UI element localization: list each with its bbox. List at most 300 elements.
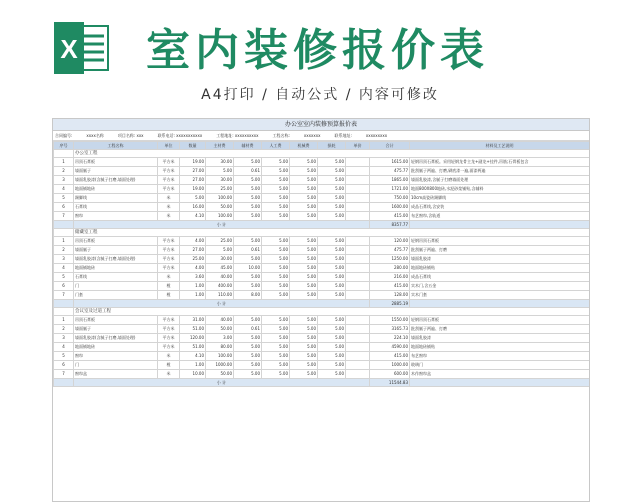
table-cell: 平方米: [158, 176, 180, 185]
table-cell: [410, 379, 590, 387]
table-cell: 平方米: [158, 246, 180, 255]
sheet-title: 办公室室内装修预算报价表: [53, 119, 589, 131]
table-cell: 3.00: [206, 334, 234, 343]
table-cell: 5.00: [262, 212, 290, 221]
banner-subtitle: A4打印 / 自动公式 / 内容可修改: [201, 87, 439, 103]
table-cell: 5.00: [290, 343, 318, 352]
table-cell: [54, 308, 74, 316]
table-cell: 5.00: [234, 361, 262, 370]
table-cell: 地面铺地砖: [74, 343, 158, 352]
subtotal-label: 小 计: [74, 379, 370, 387]
section-name: 储藏室工程: [74, 229, 590, 237]
table-cell: 墙面乳胶漆(含腻子打磨,墙面处理): [74, 255, 158, 264]
table-cell: 5.00: [234, 334, 262, 343]
table-cell: 5.00: [262, 167, 290, 176]
section-header-row: [54, 229, 590, 237]
table-cell: 樘: [158, 361, 180, 370]
table-cell: 5.00: [318, 246, 346, 255]
table-cell: 5.00: [262, 194, 290, 203]
table-cell: 平方米: [158, 325, 180, 334]
svg-text:X: X: [60, 34, 78, 64]
table-cell: 门: [74, 282, 158, 291]
table-cell: 415.00: [370, 212, 410, 221]
table-cell: 轻钢吊顶石膏板: [410, 237, 590, 246]
table-cell: 5.00: [262, 291, 290, 300]
table-cell: 成品石膏线,含安装: [410, 203, 590, 212]
table-cell: 6: [54, 361, 74, 370]
table-row: [54, 176, 590, 185]
table-cell: 30.00: [206, 158, 234, 167]
table-cell: 5.00: [318, 334, 346, 343]
table-cell: 10cm高瓷砖踢脚线: [410, 194, 590, 203]
table-row: [54, 264, 590, 273]
table-cell: 5.00: [318, 167, 346, 176]
info-field: xxxxxxx: [303, 133, 321, 138]
table-cell: 布艺窗帘: [410, 352, 590, 361]
table-cell: 石膏线: [74, 273, 158, 282]
table-row: [54, 255, 590, 264]
banner-title: 室内装修报价表: [146, 25, 489, 76]
table-cell: [346, 291, 370, 300]
table-cell: 平方米: [158, 158, 180, 167]
table-cell: 5.00: [262, 343, 290, 352]
table-cell: 5: [54, 352, 74, 361]
table-cell: 批刮腻子两遍、打磨: [410, 325, 590, 334]
table-cell: 475.77: [370, 246, 410, 255]
table-cell: 5.00: [290, 237, 318, 246]
table-cell: 128.00: [370, 291, 410, 300]
table-cell: 8.00: [234, 291, 262, 300]
excel-icon: [52, 22, 110, 74]
table-cell: 樘: [158, 291, 180, 300]
table-cell: 2: [54, 246, 74, 255]
section-name: 办公室工程: [74, 150, 590, 158]
table-cell: 5.00: [262, 282, 290, 291]
table-cell: 51.00: [180, 343, 206, 352]
table-cell: [346, 316, 370, 325]
table-cell: 5.00: [262, 158, 290, 167]
table-cell: 窗帘: [74, 352, 158, 361]
table-cell: [410, 300, 590, 308]
table-cell: [346, 361, 370, 370]
table-cell: 5.00: [234, 352, 262, 361]
table-cell: 5.00: [234, 158, 262, 167]
table-cell: 批刮腻子两遍、打磨,刷底漆一遍,面漆两遍: [410, 167, 590, 176]
table-cell: 1250.00: [370, 255, 410, 264]
info-field: 联系地址:: [334, 133, 352, 138]
table-cell: 地面铺地砖: [74, 185, 158, 194]
table-cell: 地面地砖铺贴: [410, 264, 590, 273]
table-cell: 120.00: [180, 334, 206, 343]
table-cell: 米: [158, 194, 180, 203]
table-cell: 5: [54, 194, 74, 203]
table-cell: 米: [158, 370, 180, 379]
table-cell: 4.10: [180, 212, 206, 221]
table-row: [54, 212, 590, 221]
info-field: 联系电话: xxxxxxxxxxx: [157, 133, 203, 138]
table-cell: 1000.00: [206, 361, 234, 370]
table-cell: 踢脚线: [74, 194, 158, 203]
table-cell: 窗帘: [74, 212, 158, 221]
table-cell: 2: [54, 325, 74, 334]
table-cell: 5.00: [290, 334, 318, 343]
table-cell: 19.00: [180, 158, 206, 167]
table-cell: 750.00: [370, 194, 410, 203]
table-cell: 5: [54, 273, 74, 282]
column-header: 合计: [370, 142, 410, 150]
table-cell: 5.00: [262, 264, 290, 273]
table-cell: 5.00: [318, 255, 346, 264]
table-cell: 3165.73: [370, 325, 410, 334]
table-cell: 19.00: [180, 185, 206, 194]
column-header: 材料及工艺说明: [410, 142, 590, 150]
table-cell: 5.00: [290, 316, 318, 325]
table-cell: 5.00: [234, 212, 262, 221]
table-cell: [346, 176, 370, 185]
table-row: [54, 352, 590, 361]
table-cell: 5.00: [318, 316, 346, 325]
table-cell: 墙面腻子: [74, 167, 158, 176]
table-cell: 5.00: [290, 176, 318, 185]
table-cell: 5.00: [206, 246, 234, 255]
table-cell: [346, 325, 370, 334]
table-cell: [54, 379, 74, 387]
table-cell: 布艺窗帘,含轨道: [410, 212, 590, 221]
table-cell: 1600.00: [370, 203, 410, 212]
table-cell: 280.00: [370, 264, 410, 273]
table-row: [54, 237, 590, 246]
header-row: [54, 142, 590, 150]
table-row: [54, 203, 590, 212]
table-cell: 6: [54, 282, 74, 291]
table-cell: [346, 273, 370, 282]
section-name: 会议室及过道工程: [74, 308, 590, 316]
table-cell: 25.00: [206, 237, 234, 246]
table-cell: 100.00: [206, 352, 234, 361]
table-cell: 415.00: [370, 352, 410, 361]
table-cell: 实木门套: [410, 291, 590, 300]
table-row: [54, 334, 590, 343]
table-cell: 5.00: [290, 158, 318, 167]
table-cell: 5.00: [290, 352, 318, 361]
table-cell: 5.00: [234, 194, 262, 203]
table-cell: 1550.00: [370, 316, 410, 325]
table-cell: 1: [54, 158, 74, 167]
column-header: 主材费: [206, 142, 234, 150]
table-cell: 平方米: [158, 167, 180, 176]
table-cell: 5.00: [234, 282, 262, 291]
table-cell: 5.00: [290, 212, 318, 221]
table-cell: 7: [54, 212, 74, 221]
table-cell: 4590.00: [370, 343, 410, 352]
table-cell: [346, 212, 370, 221]
column-header: 辅材费: [234, 142, 262, 150]
table-cell: 墙面腻子: [74, 325, 158, 334]
column-header: 单位: [158, 142, 180, 150]
table-cell: 216.00: [370, 273, 410, 282]
table-cell: 5.00: [234, 316, 262, 325]
table-cell: 墙面乳胶漆: [410, 334, 590, 343]
table-cell: 0.61: [234, 246, 262, 255]
table-cell: 米: [158, 203, 180, 212]
column-header: 序号: [54, 142, 74, 150]
table-cell: 1: [54, 316, 74, 325]
table-cell: 轻钢吊顶石膏板: [410, 316, 590, 325]
table-cell: 2: [54, 167, 74, 176]
table-cell: 25.00: [180, 255, 206, 264]
table-cell: 7: [54, 370, 74, 379]
table-cell: [346, 334, 370, 343]
table-cell: 5.00: [290, 282, 318, 291]
table-cell: 5.00: [234, 237, 262, 246]
table-cell: 4.00: [180, 264, 206, 273]
table-cell: 475.77: [370, 167, 410, 176]
table-cell: 50.00: [206, 325, 234, 334]
table-cell: 1: [54, 237, 74, 246]
column-header: 人工费: [262, 142, 290, 150]
table-cell: 1.00: [180, 291, 206, 300]
table-cell: [54, 229, 74, 237]
table-cell: 墙面乳胶漆(含腻子打磨,墙面处理): [74, 176, 158, 185]
table-cell: 门套: [74, 291, 158, 300]
table-cell: 平方米: [158, 343, 180, 352]
table-cell: 地面800X800地砖,水泥砂浆铺贴,含辅料: [410, 185, 590, 194]
subtotal-value: 2885.19: [370, 300, 410, 308]
table-cell: 224.10: [370, 334, 410, 343]
table-cell: 实木门,含五金: [410, 282, 590, 291]
table-cell: 5.00: [206, 167, 234, 176]
table-cell: 5.00: [318, 194, 346, 203]
table-cell: 100.00: [206, 194, 234, 203]
table-cell: 5.00: [234, 255, 262, 264]
table-cell: 5.00: [262, 352, 290, 361]
table-cell: [346, 370, 370, 379]
table-row: [54, 325, 590, 334]
table-cell: 吊顶石膏板: [74, 316, 158, 325]
table-cell: [346, 167, 370, 176]
table-cell: 玻璃门: [410, 361, 590, 370]
table-cell: 5.00: [318, 176, 346, 185]
table-row: [54, 167, 590, 176]
table-cell: 5.00: [290, 264, 318, 273]
table-cell: 4.00: [180, 237, 206, 246]
table-cell: 5.00: [290, 255, 318, 264]
column-header: 单价: [346, 142, 370, 150]
table-cell: 5.00: [262, 370, 290, 379]
table-cell: 45.00: [206, 264, 234, 273]
table-cell: 10.00: [180, 370, 206, 379]
banner: [0, 0, 640, 110]
subtotal-value: 8357.77: [370, 221, 410, 229]
table-cell: 5.00: [318, 361, 346, 370]
table-cell: 5.00: [234, 203, 262, 212]
table-cell: 5.00: [262, 361, 290, 370]
table-cell: [346, 264, 370, 273]
table-cell: 5.00: [318, 185, 346, 194]
table-cell: 5.00: [318, 203, 346, 212]
table-cell: 5.00: [318, 212, 346, 221]
column-header: 损耗: [318, 142, 346, 150]
table-cell: 平方米: [158, 334, 180, 343]
table-cell: 30.00: [206, 176, 234, 185]
table-cell: [346, 194, 370, 203]
table-cell: 16.00: [180, 203, 206, 212]
subtotal-label: 小 计: [74, 300, 370, 308]
table-cell: 5.00: [318, 273, 346, 282]
table-cell: [346, 158, 370, 167]
table-cell: 100.00: [206, 212, 234, 221]
table-row: [54, 194, 590, 203]
table-row: [54, 370, 590, 379]
table-cell: [346, 246, 370, 255]
table-row: [54, 361, 590, 370]
subtotal-value: 11544.83: [370, 379, 410, 387]
table-cell: 平方米: [158, 237, 180, 246]
table-cell: 米: [158, 212, 180, 221]
table-cell: 地面地砖铺贴: [410, 343, 590, 352]
table-cell: 地面铺地砖: [74, 264, 158, 273]
column-header: 数量: [180, 142, 206, 150]
column-header: 机械费: [290, 142, 318, 150]
table-cell: 5.00: [290, 273, 318, 282]
table-cell: 平方米: [158, 316, 180, 325]
table-cell: 5.00: [262, 273, 290, 282]
table-cell: 10.00: [234, 264, 262, 273]
table-cell: 5.00: [290, 291, 318, 300]
info-field: xxxx名称: [86, 133, 104, 138]
table-cell: 6: [54, 203, 74, 212]
table-cell: 0.61: [234, 167, 262, 176]
table-cell: 5.00: [318, 370, 346, 379]
table-cell: 5.00: [290, 203, 318, 212]
table-cell: 平方米: [158, 255, 180, 264]
info-field: 项目名称: xxx: [117, 133, 144, 138]
table-cell: 27.00: [180, 246, 206, 255]
table-cell: 成品石膏线: [410, 273, 590, 282]
table-cell: 5.00: [262, 325, 290, 334]
table-cell: 5.00: [262, 334, 290, 343]
table-cell: 1000.00: [370, 361, 410, 370]
table-cell: 1615.00: [370, 158, 410, 167]
table-cell: 5.00: [262, 246, 290, 255]
table-cell: 51.00: [180, 325, 206, 334]
table-cell: 5.00: [262, 203, 290, 212]
table-cell: 窗帘盒: [74, 370, 158, 379]
table-cell: 轻钢吊顶石膏板。采用轻钢龙骨主龙+副龙+挂件,吊筋;石膏板包含: [410, 158, 590, 167]
table-cell: 1.00: [180, 282, 206, 291]
table-cell: 5.00: [180, 194, 206, 203]
table-cell: [346, 237, 370, 246]
table-cell: 3: [54, 176, 74, 185]
table-cell: 5.00: [290, 370, 318, 379]
table-cell: 4: [54, 343, 74, 352]
table-cell: [410, 221, 590, 229]
spreadsheet-preview: [52, 118, 590, 502]
table-cell: 3.60: [180, 273, 206, 282]
table-row: [54, 316, 590, 325]
table-cell: 石膏线: [74, 203, 158, 212]
table-cell: 1865.00: [370, 176, 410, 185]
table-cell: 米: [158, 352, 180, 361]
table-cell: 吊顶石膏板: [74, 237, 158, 246]
table-cell: [346, 352, 370, 361]
table-cell: 5.00: [318, 264, 346, 273]
column-header: 工程名称: [74, 142, 158, 150]
table-cell: [54, 150, 74, 158]
table-cell: 5.00: [318, 158, 346, 167]
table-row: [54, 158, 590, 167]
subtotal-row: [54, 221, 590, 229]
table-cell: 5.00: [318, 282, 346, 291]
table-cell: 5.00: [318, 237, 346, 246]
table-cell: 平方米: [158, 185, 180, 194]
info-field: xxxxxxxxx: [365, 133, 388, 138]
table-cell: 5.00: [262, 237, 290, 246]
table-cell: 平方米: [158, 264, 180, 273]
table-cell: 木作窗帘盒: [410, 370, 590, 379]
table-cell: [346, 255, 370, 264]
table-cell: 50.00: [206, 370, 234, 379]
table-cell: [54, 300, 74, 308]
table-cell: 樘: [158, 282, 180, 291]
table-cell: [54, 221, 74, 229]
info-field: 工程名称:: [272, 133, 290, 138]
table-cell: 3: [54, 255, 74, 264]
table-cell: 30.00: [206, 255, 234, 264]
table-cell: [346, 343, 370, 352]
table-cell: 5.00: [262, 185, 290, 194]
table-cell: 120.00: [370, 237, 410, 246]
quote-table: [53, 141, 590, 387]
section-header-row: [54, 150, 590, 158]
table-cell: 5.00: [234, 343, 262, 352]
table-cell: 1.00: [180, 361, 206, 370]
table-cell: 0.61: [234, 325, 262, 334]
table-row: [54, 291, 590, 300]
table-cell: 墙面乳胶漆: [410, 255, 590, 264]
table-cell: 5.00: [234, 370, 262, 379]
table-cell: 5.00: [318, 343, 346, 352]
table-cell: 27.00: [180, 176, 206, 185]
table-cell: 墙面乳胶漆,含腻子打磨墙面处理: [410, 176, 590, 185]
table-cell: 25.00: [206, 185, 234, 194]
table-cell: 50.00: [206, 203, 234, 212]
table-cell: 米: [158, 273, 180, 282]
table-cell: 批刮腻子两遍、打磨: [410, 246, 590, 255]
table-cell: 5.00: [290, 325, 318, 334]
table-cell: 5.00: [262, 176, 290, 185]
table-row: [54, 343, 590, 352]
section-header-row: [54, 308, 590, 316]
table-cell: 5.00: [234, 185, 262, 194]
table-cell: 5.00: [262, 316, 290, 325]
table-cell: 600.00: [370, 370, 410, 379]
table-cell: 27.00: [180, 167, 206, 176]
table-cell: 5.00: [290, 185, 318, 194]
subtotal-row: [54, 379, 590, 387]
table-cell: 110.00: [206, 291, 234, 300]
table-cell: 4.10: [180, 352, 206, 361]
table-cell: 吊顶石膏板: [74, 158, 158, 167]
table-cell: 5.00: [290, 361, 318, 370]
table-cell: 31.00: [180, 316, 206, 325]
table-cell: 4: [54, 264, 74, 273]
info-field: 工程地址: xxxxxxxxxx: [216, 133, 259, 138]
table-row: [54, 246, 590, 255]
table-cell: 5.00: [234, 176, 262, 185]
table-cell: 7: [54, 291, 74, 300]
table-cell: 5.00: [290, 246, 318, 255]
